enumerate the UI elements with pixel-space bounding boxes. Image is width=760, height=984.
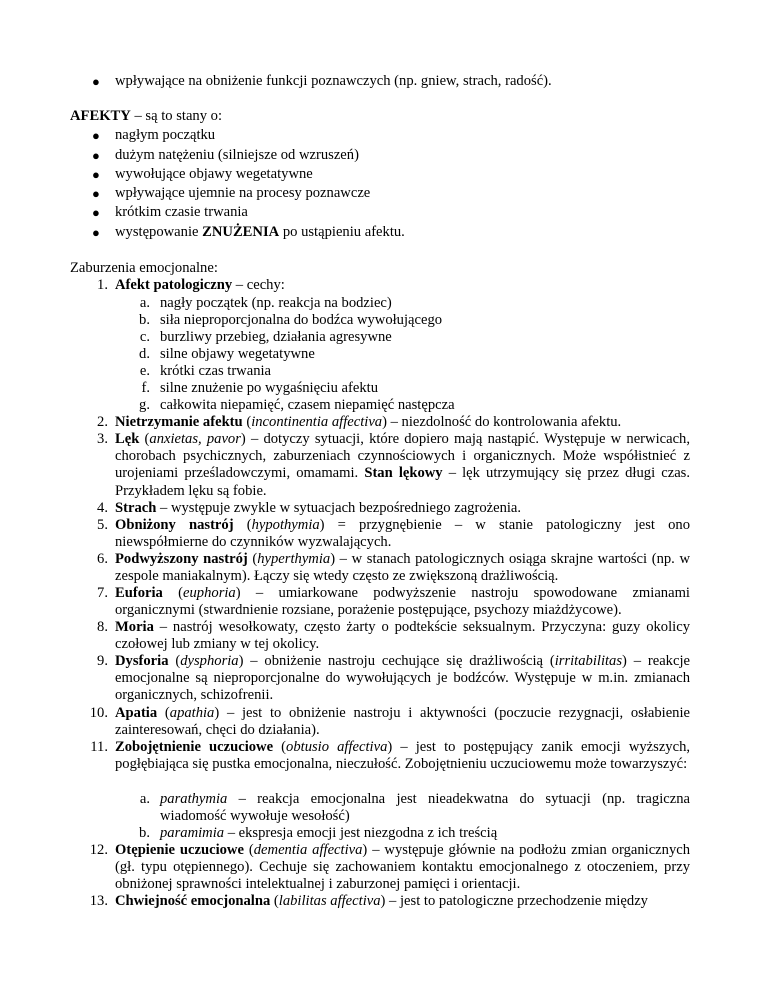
sub-letter: g. <box>139 397 150 413</box>
sub-letter: d. <box>139 346 150 362</box>
bullet-icon: ● <box>92 74 100 89</box>
list-number: 9. <box>97 653 108 669</box>
sub-item: silne objawy wegetatywne <box>160 346 315 362</box>
sub-letter: e. <box>139 363 150 379</box>
bullet-icon: ● <box>92 128 100 143</box>
sub-item: nagły początek (np. reakcja na bodziec) <box>160 295 392 311</box>
list-item-6: Podwyższony nastrój (hyperthymia) – w stanach patologicznych osiąga skrajne wartości (np. w zespole maniakalnym). Łączy się wtedy często ze zwiększoną drażliwością. <box>115 551 690 585</box>
list-item-10: Apatia (apathia) – jest to obniżenie nastroju i aktywności (poczucie rezygnacji, osłabienie zainteresowań, chęci do działania). <box>115 705 690 739</box>
afekty-bullet: nagłym początku <box>115 127 216 143</box>
sub-item: burzliwy przebieg, działania agresywne <box>160 329 392 345</box>
afekty-bullet: krótkim czasie trwania <box>115 204 248 220</box>
sub-letter: b. <box>139 825 150 841</box>
sub-item: krótki czas trwania <box>160 363 272 379</box>
sub-letter: a. <box>139 791 150 807</box>
bullet-icon: ● <box>92 167 100 182</box>
sub-letter: c. <box>139 329 150 345</box>
sub-letter: f. <box>141 380 150 396</box>
list-item-5: Obniżony nastrój (hypothymia) = przygnębienie – w stanie patologiczny jest ono niewspółmierne do czynników wyzwalających. <box>115 517 690 551</box>
afekty-heading: AFEKTY – są to stany o: <box>70 108 223 124</box>
afekty-bullet: wywołujące objawy wegetatywne <box>115 166 313 182</box>
list-item-2: Nietrzymanie afektu (incontinentia affectiva) – niezdolność do kontrolowania afektu. <box>115 414 622 430</box>
afekty-bullet: dużym natężeniu (silniejsze od wzruszeń) <box>115 147 359 163</box>
list-item-9: Dysforia (dysphoria) – obniżenie nastroju cechujące się drażliwością (irritabilitas) – reakcje emocjonalne są nieproporcjonalne do wywołujących je bodźców. Występuje w m.in. zmianach organicznych, schizofrenii. <box>115 653 690 704</box>
afekty-bullet-last: występowanie ZNUŻENIA po ustąpieniu afektu. <box>115 224 405 240</box>
sub-letter: a. <box>139 295 150 311</box>
sub-item-parathymia: parathymia – reakcja emocjonalna jest nieadekwatna do sytuacji (np. tragiczna wiadomość wywołuje wesołość) <box>160 791 690 825</box>
list-number: 6. <box>97 551 108 567</box>
list-item-11: Zobojętnienie uczuciowe (obtusio affectiva) – jest to postępujący zanik emocji wyższych, pogłębiająca się pustka emocjonalna, nieczułość. Zobojętnieniu uczuciowemu może towarzyszyć: <box>115 739 691 773</box>
list-number: 10. <box>89 705 108 721</box>
bullet-icon: ● <box>92 186 100 201</box>
list-number: 3. <box>97 431 108 447</box>
list-item-1: Afekt patologiczny – cechy: <box>115 277 285 293</box>
list-item-8: Moria – nastrój wesołkowaty, często żarty o podtekście seksualnym. Przyczyna: guzy okolicy czołowej lub zmiany w tej okolicy. <box>115 619 690 653</box>
list-item-7: Euforia (euphoria) – umiarkowane podwyższenie nastroju spowodowane zmianami organicznymi (stwardnienie rozsiane, porażenie postępujące, psychozy miażdżycowe). <box>115 585 690 619</box>
list-number: 2. <box>97 414 108 430</box>
sub-item-paramimia: paramimia – ekspresja emocji jest niezgodna z ich treścią <box>160 825 498 841</box>
intro-bullet: wpływające na obniżenie funkcji poznawczych (np. gniew, strach, radość). <box>115 73 552 89</box>
list-number: 13. <box>89 893 108 909</box>
zaburzenia-heading: Zaburzenia emocjonalne: <box>70 260 218 276</box>
bullet-icon: ● <box>92 205 100 220</box>
list-number: 5. <box>97 517 108 533</box>
list-number: 1. <box>97 277 108 293</box>
sub-item: siła nieproporcjonalna do bodźca wywołującego <box>160 312 443 328</box>
list-number: 8. <box>97 619 108 635</box>
afekty-bullet: wpływające ujemnie na procesy poznawcze <box>115 185 371 201</box>
list-item-3: Lęk (anxietas, pavor) – dotyczy sytuacji, które dopiero mają nastąpić. Występuje w nerwicach, chorobach psychicznych, zaburzeniach czynnościowych i organicznych. Może współistnieć z urojeniami prześladowczymi, omamami. Stan lękowy – lęk utrzymujący się przez długi czas. Przykładem lęku są fobie. <box>115 431 691 499</box>
sub-item: silne znużenie po wygaśnięciu afektu <box>160 380 379 396</box>
list-item-13: Chwiejność emocjonalna (labilitas affectiva) – jest to patologiczne przechodzenie między <box>115 893 648 909</box>
list-number: 11. <box>90 739 108 755</box>
bullet-icon: ● <box>92 225 100 240</box>
bullet-icon: ● <box>92 148 100 163</box>
list-item-4: Strach – występuje zwykle w sytuacjach bezpośredniego zagrożenia. <box>115 500 522 516</box>
list-item-12: Otępienie uczuciowe (dementia affectiva) – występuje głównie na podłożu zmian organicznych (gł. typu otępiennego). Cechuje się zachowaniem kontaktu emocjonalnego z otoczeniem, przy obniżonej sprawności intelektualnej i zaburzonej pamięci i orientacji. <box>115 842 691 893</box>
sub-item: całkowita niepamięć, czasem niepamięć następcza <box>160 397 455 413</box>
list-number: 7. <box>97 585 108 601</box>
sub-letter: b. <box>139 312 150 328</box>
list-number: 12. <box>89 842 108 858</box>
list-number: 4. <box>97 500 108 516</box>
